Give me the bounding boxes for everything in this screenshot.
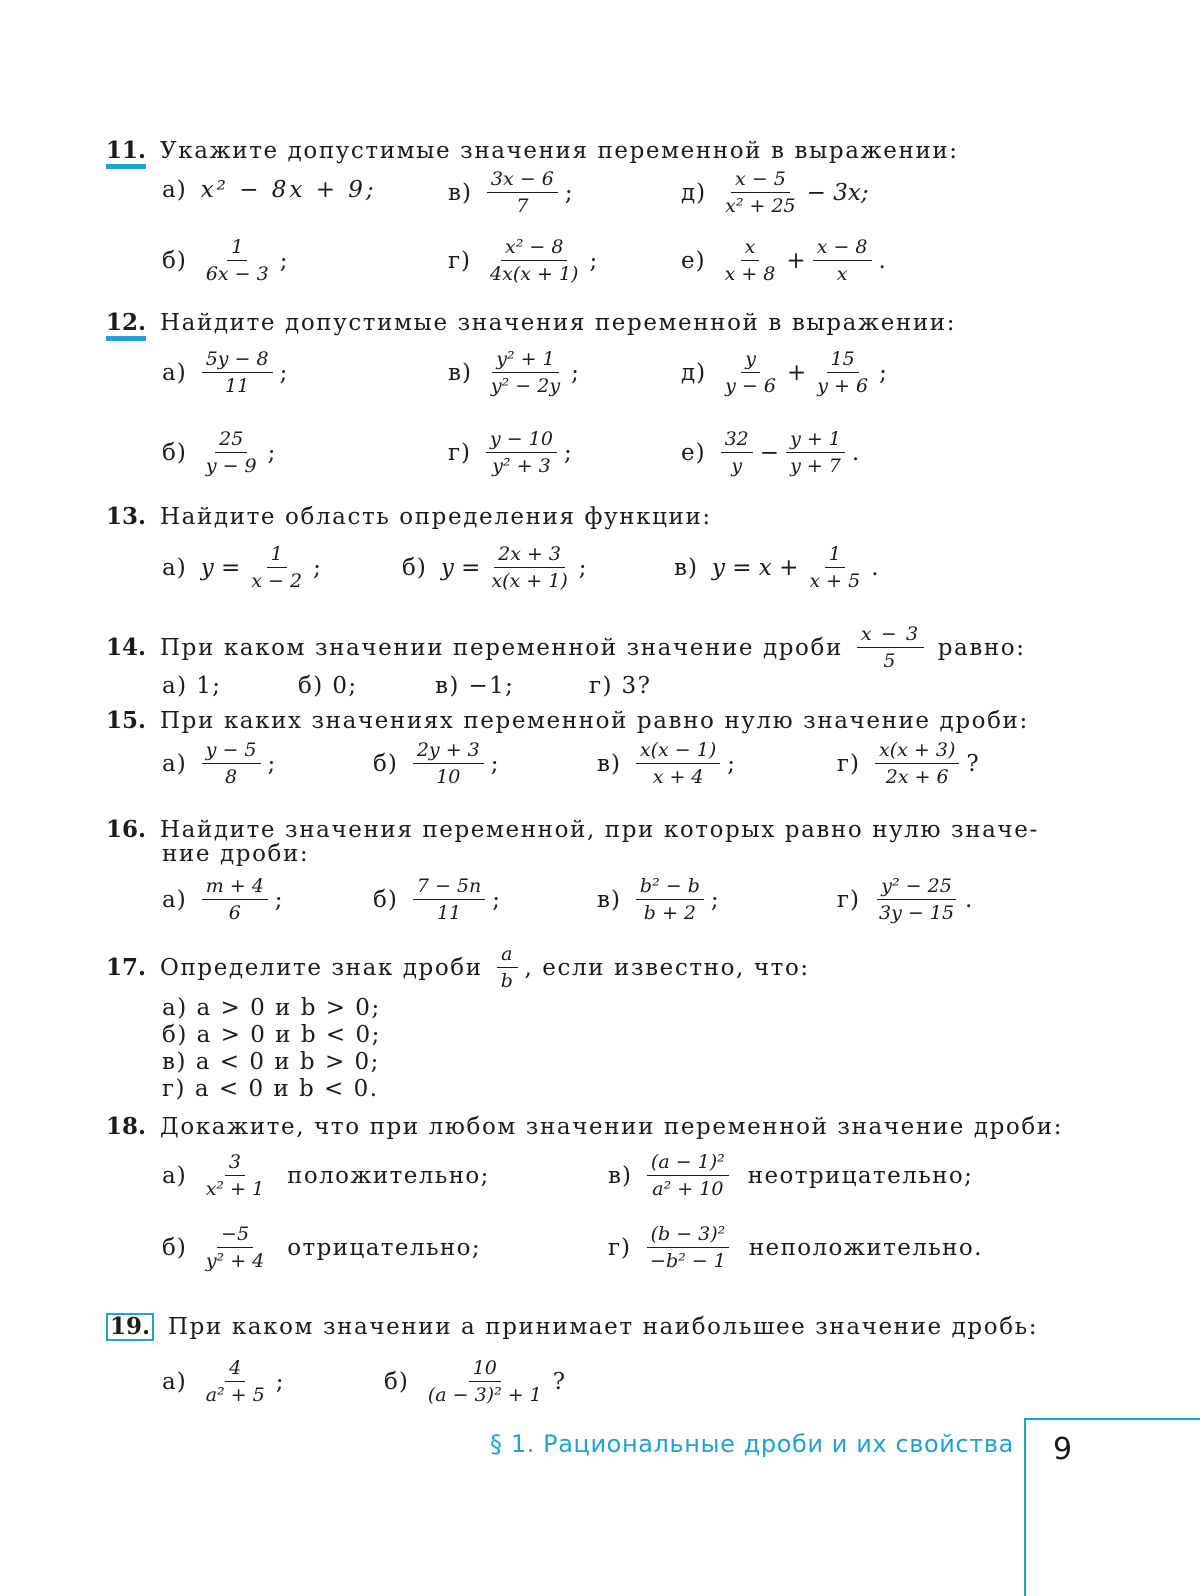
condition-a: а) a > 0 и b > 0;	[162, 995, 381, 1021]
numerator: 7 − 5n	[413, 874, 485, 900]
problem-number: 11.	[106, 140, 146, 169]
item-label: б)	[162, 1234, 187, 1261]
item-label: в)	[448, 179, 472, 206]
fraction	[636, 874, 704, 925]
tail: ;	[879, 359, 887, 386]
item-label: в)	[608, 1162, 632, 1189]
fraction	[413, 874, 485, 925]
tail: ;	[589, 247, 598, 274]
item-b	[384, 1356, 565, 1407]
item-b	[162, 235, 287, 286]
operator: +	[786, 359, 807, 386]
problem-16-statement	[106, 816, 1039, 867]
item-e	[681, 235, 886, 286]
answer-b: б) 0;	[298, 673, 358, 699]
denominator: b + 2	[643, 902, 697, 924]
denominator: x + 5	[809, 570, 861, 592]
condition-g: г) a < 0 и b < 0.	[162, 1076, 379, 1102]
tail: .	[871, 554, 879, 581]
item-label: а)	[162, 177, 187, 203]
denominator: −b² − 1	[650, 1250, 726, 1272]
denominator: a² + 10	[652, 1178, 724, 1200]
item-b	[162, 1222, 481, 1273]
tail: ;	[274, 886, 283, 913]
fraction	[813, 347, 872, 398]
item-label: а)	[162, 886, 187, 913]
item-a	[162, 1356, 283, 1407]
problem-15	[106, 706, 1036, 788]
numerator: y² − 25	[877, 874, 956, 900]
problem-text: Укажите допустимые значения переменной в выражении:	[160, 138, 959, 164]
denominator: x	[836, 263, 848, 285]
tail: ;	[727, 750, 736, 777]
denominator: a² + 5	[205, 1384, 265, 1406]
tail: ?	[552, 1368, 566, 1395]
expression: x² − 8x + 9;	[200, 177, 377, 203]
denominator: y + 7	[790, 455, 841, 477]
numerator: (a − 1)²	[647, 1150, 729, 1176]
denominator: y + 6	[817, 375, 869, 397]
numerator: x² − 8	[501, 235, 567, 261]
problem-17-statement	[106, 942, 1036, 993]
denominator: 5	[883, 650, 898, 672]
problem-19	[106, 1312, 1039, 1406]
denominator: y − 9	[205, 455, 257, 477]
numerator: a	[497, 942, 518, 968]
fraction	[247, 542, 306, 593]
tail: ;	[578, 554, 587, 581]
tail: ?	[966, 750, 979, 777]
numerator: b² − b	[636, 874, 704, 900]
fraction	[202, 235, 273, 286]
item-label: а)	[162, 750, 187, 777]
fraction	[805, 542, 864, 593]
item-v	[597, 874, 719, 925]
denominator: y	[731, 455, 743, 477]
item-g	[448, 235, 597, 286]
problem-text: Докажите, что при любом значении переменной значение дроби:	[160, 1114, 1064, 1140]
item-label: г)	[448, 439, 472, 466]
problem-11	[106, 136, 1036, 285]
problem-text-after: равно:	[937, 634, 1026, 661]
answer-v: в) −1;	[435, 673, 515, 699]
condition-v: в) a < 0 и b > 0;	[162, 1049, 380, 1075]
item-v	[448, 167, 573, 218]
numerator: x − 3	[857, 622, 924, 648]
item-label: д)	[681, 359, 707, 386]
tail: ;	[279, 359, 288, 386]
item-label: г)	[837, 750, 861, 777]
item-b	[373, 874, 500, 925]
prefix: y =	[200, 554, 241, 581]
numerator: x − 8	[813, 235, 872, 261]
item-a	[162, 347, 287, 398]
fraction	[497, 942, 519, 993]
item-label: б)	[402, 554, 427, 581]
fraction	[487, 542, 571, 593]
item-b	[373, 738, 499, 789]
tail: ;	[267, 750, 276, 777]
numerator: y + 1	[786, 427, 845, 453]
answer-g: г) 3?	[589, 673, 652, 699]
denominator: 6x − 3	[205, 263, 269, 285]
denominator: x + 8	[724, 263, 776, 285]
condition-word: положительно;	[287, 1162, 490, 1189]
problem-text: При каких значениях переменной равно нулю значение дроби:	[160, 708, 1029, 734]
problem-15-statement	[106, 706, 1036, 736]
numerator: 4	[225, 1356, 245, 1382]
denominator: y² + 4	[205, 1250, 265, 1272]
fraction	[721, 427, 753, 478]
problem-text: Найдите область определения функции:	[160, 504, 712, 530]
fraction	[202, 1222, 268, 1273]
numerator: 5y − 8	[202, 347, 273, 373]
tail: ;	[563, 439, 572, 466]
item-b	[402, 542, 587, 593]
numerator: y	[741, 347, 760, 373]
problem-text-after: , если известно, что:	[524, 954, 810, 981]
item-e	[681, 427, 859, 478]
problem-number: 16.	[106, 816, 147, 843]
tail: ;	[275, 1368, 284, 1395]
fraction	[857, 622, 924, 673]
fraction	[487, 347, 564, 398]
fraction	[875, 738, 959, 789]
tail: ;	[564, 179, 573, 206]
denominator: x² + 25	[725, 195, 796, 217]
numerator: x	[741, 235, 760, 261]
tail: .	[965, 886, 973, 913]
condition-word: отрицательно;	[287, 1234, 482, 1261]
item-a	[162, 874, 283, 925]
item-a	[162, 177, 377, 203]
item-d	[681, 347, 887, 398]
problem-text: При каком значении переменной значение дроби	[160, 634, 843, 661]
numerator: y − 10	[486, 427, 557, 453]
tail: ;	[492, 886, 500, 913]
tail: − 3x;	[806, 179, 869, 206]
denominator: 3y − 15	[879, 902, 955, 924]
item-label: б)	[162, 247, 187, 274]
item-v	[597, 738, 735, 789]
item-a	[162, 738, 275, 789]
item-a	[162, 542, 321, 593]
problem-12	[106, 308, 1036, 477]
operator: +	[786, 247, 806, 274]
fraction	[413, 738, 484, 789]
numerator: 1	[267, 542, 287, 568]
condition-word: неотрицательно;	[747, 1162, 974, 1189]
fraction	[646, 1222, 730, 1273]
denominator: x + 4	[652, 766, 704, 788]
tail: .	[851, 439, 860, 466]
prefix: y =	[440, 554, 481, 581]
fraction	[487, 167, 558, 218]
item-g	[608, 1222, 983, 1273]
problem-number: 19.	[106, 1313, 154, 1341]
item-label: б)	[373, 886, 398, 913]
fraction	[786, 427, 845, 478]
problem-number: 13.	[106, 503, 147, 530]
problem-text: Определите знак дроби	[160, 954, 483, 981]
problem-19-statement	[106, 1312, 1039, 1342]
section-title: § 1. Рациональные дроби и их свойства	[490, 1430, 1014, 1458]
denominator: (a − 3)² + 1	[427, 1384, 542, 1406]
item-label: а)	[162, 1162, 187, 1189]
problem-13	[106, 502, 1036, 592]
item-label: г)	[608, 1234, 632, 1261]
answer-a: а) 1;	[162, 673, 222, 699]
item-label: г)	[837, 886, 861, 913]
problem-14-statement	[106, 622, 1036, 673]
tail: ;	[571, 359, 579, 386]
denominator: y − 6	[725, 375, 776, 397]
numerator: 15	[827, 347, 859, 373]
item-label: а)	[162, 359, 187, 386]
item-g	[837, 738, 979, 789]
denominator: 11	[436, 902, 462, 924]
denominator: x(x + 1)	[491, 570, 568, 592]
denominator: 8	[225, 766, 238, 788]
fraction	[202, 347, 273, 398]
item-v	[608, 1150, 973, 1201]
tail: .	[878, 247, 886, 274]
item-label: б)	[384, 1368, 409, 1395]
numerator: 3	[225, 1150, 245, 1176]
problem-number: 12.	[106, 312, 146, 341]
tail: ;	[490, 750, 499, 777]
item-v	[448, 347, 579, 398]
problem-text: Найдите значения переменной, при которых равно нулю значе-	[160, 817, 1039, 843]
item-b	[162, 427, 275, 478]
problem-16	[106, 816, 1039, 924]
problem-11-statement	[106, 136, 1036, 169]
page-number-frame	[1024, 1418, 1200, 1596]
item-label: г)	[448, 247, 472, 274]
tail: ;	[267, 439, 276, 466]
denominator: 4x(x + 1)	[490, 263, 579, 285]
problem-number: 14.	[106, 633, 147, 661]
item-label: а)	[162, 554, 187, 581]
item-label: б)	[373, 750, 398, 777]
numerator: x − 5	[731, 167, 790, 193]
fraction	[875, 874, 958, 925]
numerator: 1	[825, 542, 845, 568]
denominator: 7	[516, 195, 529, 217]
denominator: 10	[436, 766, 461, 788]
tail: ;	[710, 886, 719, 913]
fraction	[647, 1150, 729, 1201]
problem-14	[106, 622, 1036, 699]
item-g	[837, 874, 972, 925]
numerator: 10	[469, 1356, 501, 1382]
fraction	[721, 235, 780, 286]
prefix: y = x +	[711, 554, 799, 581]
fraction	[486, 235, 582, 286]
numerator: 32	[721, 427, 753, 453]
problem-text: Найдите допустимые значения переменной в выражении:	[160, 310, 957, 336]
problem-number: 17.	[106, 953, 147, 981]
fraction	[721, 347, 780, 398]
numerator: −5	[217, 1222, 253, 1248]
fraction	[202, 1356, 269, 1407]
item-label: в)	[597, 750, 621, 777]
denominator: 2x + 6	[885, 766, 949, 788]
numerator: y² + 1	[492, 347, 558, 373]
numerator: 25	[215, 427, 247, 453]
denominator: b	[500, 970, 515, 992]
denominator: y² − 2y	[490, 375, 561, 397]
fraction	[486, 427, 557, 478]
problem-text-cont: ние дроби:	[162, 841, 310, 867]
fraction	[813, 235, 872, 286]
numerator: y − 5	[202, 738, 261, 764]
denominator: x − 2	[251, 570, 303, 592]
numerator: 2y + 3	[413, 738, 484, 764]
fraction	[202, 874, 268, 925]
problem-18	[106, 1112, 1064, 1272]
item-label: в)	[597, 886, 621, 913]
condition-word: неположительно.	[748, 1234, 983, 1261]
problem-number: 18.	[106, 1113, 147, 1140]
problem-text: При каком значении a принимает наибольшее значение дробь:	[168, 1314, 1039, 1340]
numerator: x(x + 3)	[875, 738, 959, 764]
item-label: в)	[448, 359, 472, 386]
denominator: x² + 1	[205, 1178, 265, 1200]
operator: −	[759, 439, 780, 466]
item-label: е)	[681, 439, 706, 466]
tail: ;	[279, 247, 288, 274]
item-v	[674, 542, 879, 593]
fraction	[202, 738, 261, 789]
denominator: y² + 3	[492, 455, 551, 477]
numerator: 1	[227, 235, 247, 261]
item-label: а)	[162, 1368, 187, 1395]
fraction	[202, 427, 261, 478]
numerator: (b − 3)²	[647, 1222, 730, 1248]
numerator: m + 4	[202, 874, 268, 900]
problem-17	[106, 942, 1036, 1103]
item-label: б)	[162, 439, 187, 466]
fraction	[424, 1356, 546, 1407]
denominator: 6	[228, 902, 241, 924]
item-label: е)	[681, 247, 706, 274]
numerator: x(x − 1)	[636, 738, 720, 764]
problem-18-statement	[106, 1112, 1064, 1142]
condition-list	[162, 995, 1036, 1103]
item-a	[162, 1150, 490, 1201]
numerator: 3x − 6	[487, 167, 558, 193]
item-label: в)	[674, 554, 698, 581]
problem-12-statement	[106, 308, 1036, 341]
fraction	[721, 167, 800, 218]
item-label: д)	[681, 179, 707, 206]
tail: ;	[313, 554, 321, 581]
problem-13-statement	[106, 502, 1036, 532]
numerator: 2x + 3	[494, 542, 565, 568]
item-d	[681, 167, 869, 218]
problem-number: 15.	[106, 707, 147, 734]
fraction	[636, 738, 720, 789]
page-number: 9	[1053, 1432, 1073, 1467]
condition-b: б) a > 0 и b < 0;	[162, 1022, 381, 1048]
fraction	[202, 1150, 268, 1201]
denominator: 11	[225, 375, 250, 397]
item-g	[448, 427, 572, 478]
